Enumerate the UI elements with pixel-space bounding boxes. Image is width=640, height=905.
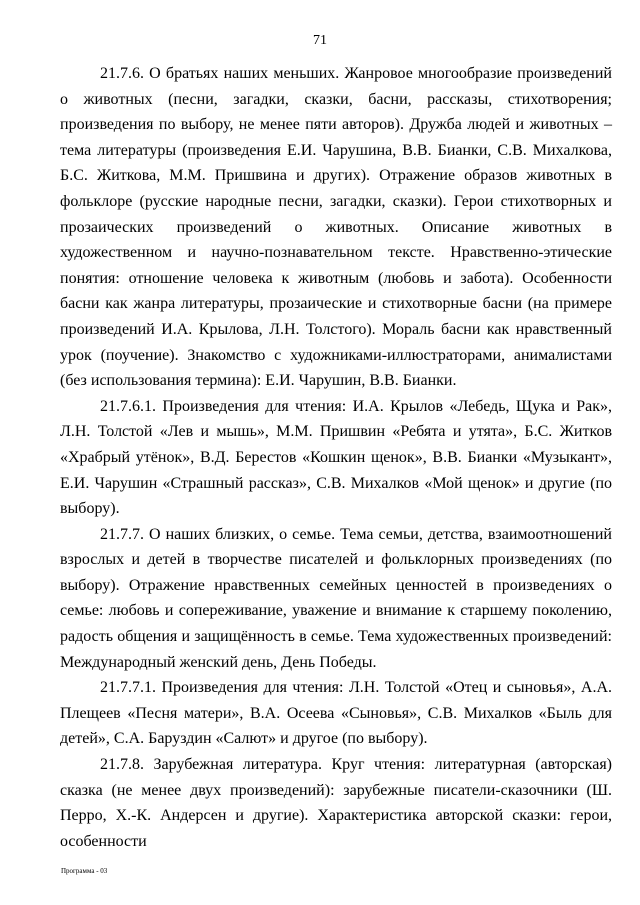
paragraph-21-7-6: 21.7.6. О братьях наших меньших. Жанровое многообразие произведений о животных (песни, загадки, сказки, басни, рассказы, стихотворения; произведения по выбору, не менее пяти авторов). Дружба людей и животных – тема литературы (произведения Е.И. Чарушина, В.В. Бианки, С.В. Михалкова, Б.С. Житкова, М.М. Пришвина и других). Отражение образов животных в фольклоре (русские народные песни, загадки, сказки). Герои стихотворных и прозаических произведений о животных. Описание животных в художественном и научно-познавательном тексте. Нравственно-этические понятия: отношение человека к животным (любовь и забота). Особенности басни как жанра литературы, прозаические и стихотворные басни (на примере произведений И.А. Крылова, Л.Н. Толстого). Мораль басни как нравственный урок (поучение). Знакомство с художниками-иллюстраторами, анималистами (без использования термина): Е.И. Чарушин, В.В. Бианки. bbox=[60, 65, 612, 390]
body-text bbox=[60, 61, 612, 854]
paragraph-21-7-7: 21.7.7. О наших близких, о семье. Тема семьи, детства, взаимоотношений взрослых и детей в творчестве писателей и фольклорных произведениях (по выбору). Отражение нравственных семейных ценностей в произведениях о семье: любовь и сопереживание, уважение и внимание к старшему поколению, радость общения и защищённость в семье. Тема художественных произведений: Международный женский день, День Победы. bbox=[60, 525, 612, 671]
paragraph-21-7-6-1: 21.7.6.1. Произведения для чтения: И.А. Крылов «Лебедь, Щука и Рак», Л.Н. Толстой «Лев и мышь», М.М. Пришвин «Ребята и утята», Б.С. Житков «Храбрый утёнок», В.Д. Берестов «Кошкин щенок», В.В. Бианки «Музыкант», Е.И. Чарушин «Страшный рассказ», С.В. Михалков «Мой щенок» и другие (по выбору). bbox=[60, 397, 612, 518]
page-number: 71 bbox=[313, 33, 327, 48]
paragraph-21-7-8: 21.7.8. Зарубежная литература. Круг чтения: литературная (авторская) сказка (не менее двух произведений): зарубежные писатели-сказочники (Ш. Перро, Х.-К. Андерсен и другие). Характеристика авторской сказки: герои, особенности bbox=[60, 756, 612, 850]
footer-program-label: Программа - 03 bbox=[61, 867, 108, 875]
paragraph-21-7-7-1: 21.7.7.1. Произведения для чтения: Л.Н. Толстой «Отец и сыновья», А.А. Плещеев «Песня матери», В.А. Осеева «Сыновья», С.В. Михалков «Быль для детей», С.А. Баруздин «Салют» и другое (по выбору). bbox=[60, 679, 612, 748]
